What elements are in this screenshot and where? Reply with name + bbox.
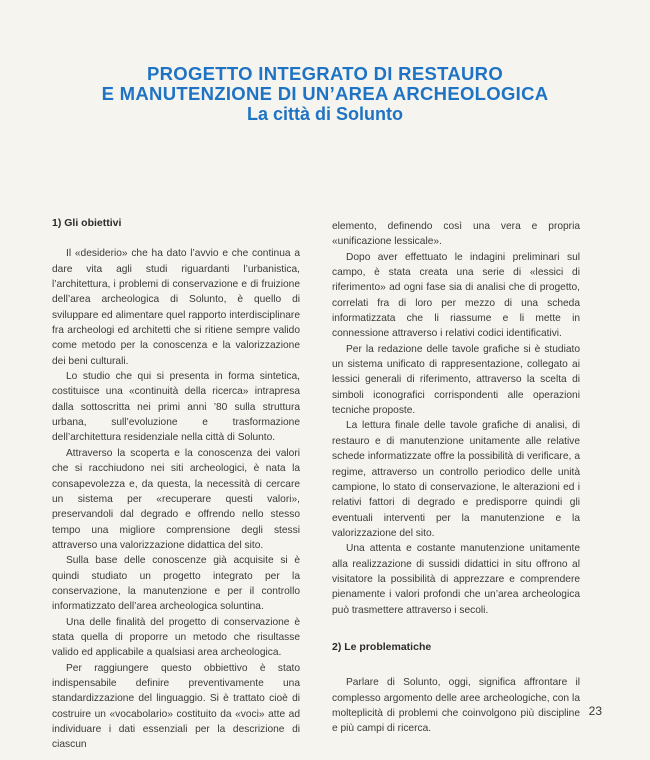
paragraph: Per la redazione delle tavole grafiche si è studiato un sistema unificato di rappresentazione, collegato ai lessici generali di riferimento, attraverso la scelta di simboli iconografici corrispondenti alle operazioni tecniche proposte. — [332, 343, 580, 417]
title-line-1: PROGETTO INTEGRATO DI RESTAURO — [146, 63, 504, 84]
paragraph: Parlare di Solunto, oggi, significa affrontare il complesso argomento delle aree archeologiche, con la molteplicità di problemi che coinvolgono più discipline e più campi di ricerca. — [332, 677, 580, 735]
paragraph-continued: elemento, definendo così una vera e propria «unificazione lessicale». — [332, 221, 580, 248]
title-block — [0, 64, 650, 124]
section-heading-problematiche: 2) Le problematiche — [332, 640, 432, 653]
paragraph: Sulla base delle conoscenze già acquisite si è quindi studiato un progetto integrato per la conservazione, la manutenzione e per il controllo informatizzato dell’area archeologica soluntina. — [52, 555, 300, 613]
paragraph: Il «desiderio» che ha dato l’avvio e che continua a dare vita agli studi riguardanti l’urbanistica, l’architettura, i problemi di conservazione e di fruizione dell’area archeologica di Solunto, è quello di sviluppare ed alimentare quel rapporto interdisciplinare fra archeologi ed architetti che si ritiene sempre valido come metodo per la conoscenza e la valorizzazione dei beni culturali. — [52, 248, 300, 367]
page-number: 23 — [588, 704, 602, 718]
section-spacer — [332, 618, 580, 640]
subtitle: La città di Solunto — [247, 104, 403, 124]
paragraph: Lo studio che qui si presenta in forma sintetica, costituisce una «continuità della ricerca» intrapresa dalla sottoscritta nei primi anni ’80 sulla struttura urbana, sull’evoluzione e trasformazione dell’architettura residenziale nella città di Solunto. — [52, 371, 300, 444]
paragraph: Attraverso la scoperta e la conoscenza dei valori che si racchiudono nei siti archeologici, è nata la consapevolezza e, da questa, la necessità di cercare un sistema per «recuperare questi valori», preservandoli dal degrado e offrendo nello stesso tempo una migliore comprensione degli stessi attraverso una valorizzazione didattica del sito. — [52, 447, 300, 551]
left-column — [52, 216, 300, 753]
right-column — [332, 219, 580, 737]
paragraph: Una attenta e costante manutenzione unitamente alla realizzazione di sussidi didattici in situ offrono al visitatore la possibilità di apprezzare e comprendere pienamente i valori profondi che un’area archeologica può trasmettere attraverso i secoli. — [332, 543, 580, 616]
paragraph: Dopo aver effettuato le indagini preliminari sul campo, è stata creata una serie di «lessici di riferimento» ad ogni fase sia di analisi che di progetto, correlati fra di loro per mezzo di una scheda informatizzata che li riassume e li mette in connessione attraverso i relativi codici identificativi. — [332, 251, 580, 340]
paragraph: Per raggiungere questo obbiettivo è stato indispensabile definire preventivamente una standardizzazione del linguaggio. Si è trattato cioè di costruire un «vocabolario» costituito da «voci» atte ad individuare i dati essenziali per la descrizione di ciascun — [52, 662, 300, 751]
paragraph: La lettura finale delle tavole grafiche di analisi, di restauro e di manutenzione unitamente alle relative schede informatizzate offre la possibilità di verificare, a regime, attraverso un controllo periodico delle unità campione, lo stato di conservazione, le alterazioni ed i relativi fattori di degrado e predisporre quindi gli eventuali interventi per la manutenzione e la valorizzazione del sito. — [332, 420, 580, 539]
paragraph: Una delle finalità del progetto di conservazione è stata quella di proporre un metodo che risultasse valido ed applicabile a qualsiasi area archeologica. — [52, 616, 300, 659]
title-line-2: E MANUTENZIONE DI UN’AREA ARCHEOLOGICA — [101, 83, 549, 104]
section-heading-obiettivi: 1) Gli obiettivi — [52, 217, 122, 229]
